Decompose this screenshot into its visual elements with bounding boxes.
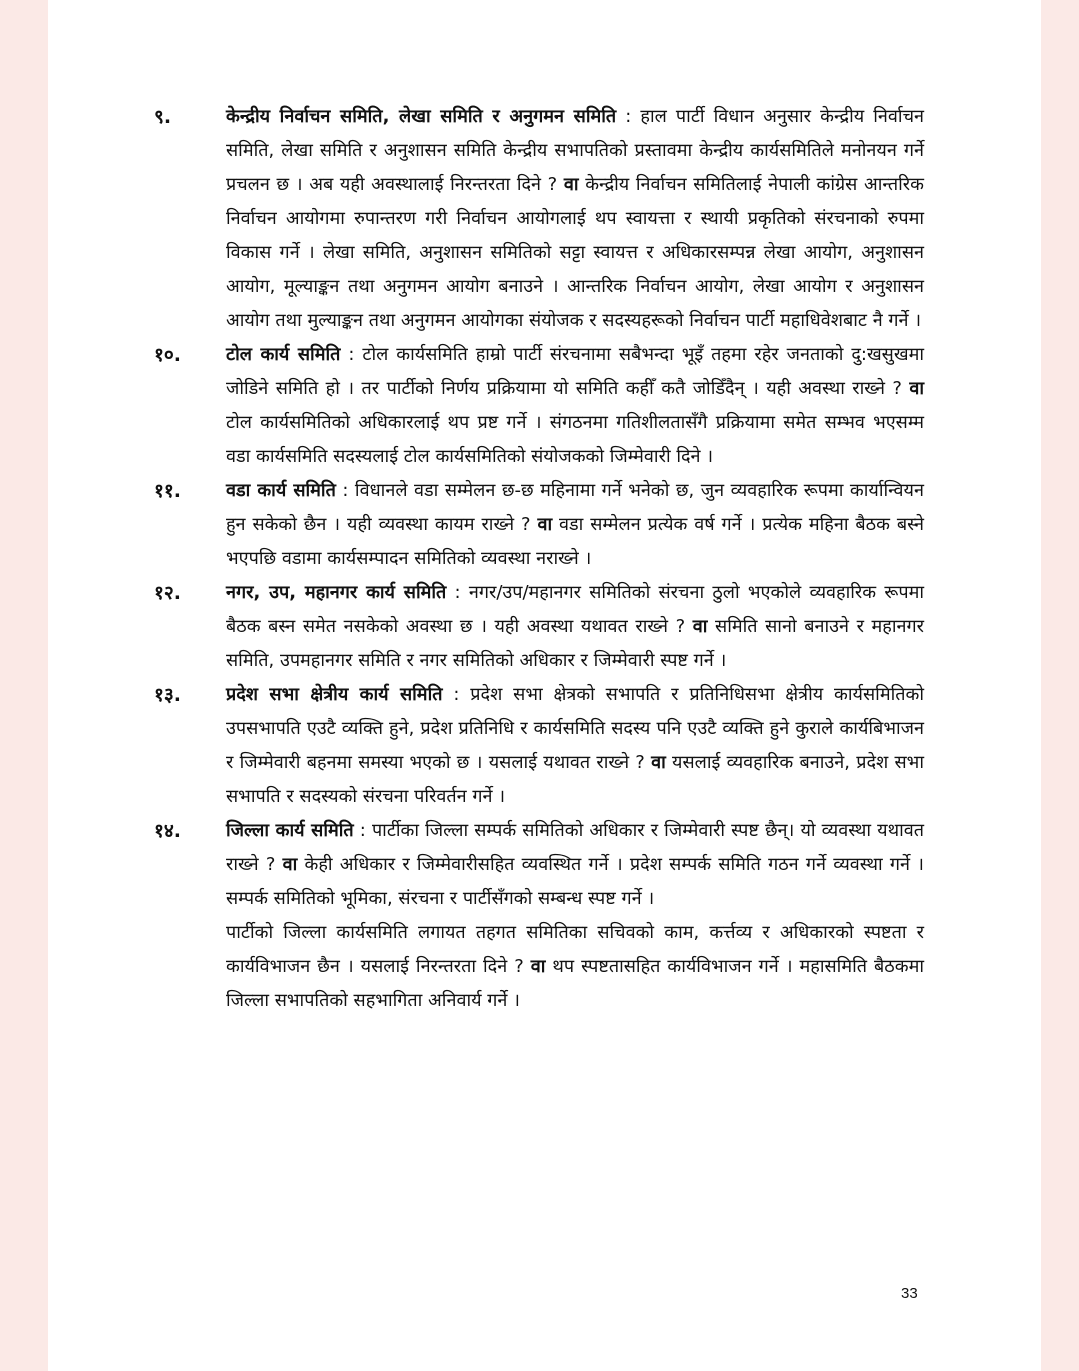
heading-separator: :: [446, 582, 469, 603]
section-text-continued: समिति सानो बनाउने र महानगर समिति, उपमहानगर समिति र नगर समितिको अधिकार र जिम्मेवारी स्पष्ट गर्ने ।: [226, 616, 924, 671]
section-text: प्रदेश सभा क्षेत्रको सभापति र प्रतिनिधिसभा क्षेत्रीय कार्यसमितिको उपसभापति एउटै व्यक्ति हुने, प्रदेश प्रतिनिधि र कार्यसमिति सदस्य पनि एउटै व्यक्ति हुने कुराले कार्यबिभाजन र जिम्मेवारी बहनमा समस्या भएको छ । यसलाई यथावत राख्ने ?: [226, 684, 924, 773]
section-9: [154, 100, 924, 338]
alternative-marker: वा: [282, 854, 298, 875]
section-body: [226, 338, 924, 474]
section-heading: प्रदेश सभा क्षेत्रीय कार्य समिति: [226, 684, 443, 705]
section-text: विधानले वडा सम्मेलन छ-छ महिनामा गर्ने भनेको छ, जुन व्यवहारिक रूपमा कार्यान्वियन हुन सकेको छैन । यही व्यवस्था कायम राख्ने ?: [226, 480, 924, 535]
alternative-marker: वा: [537, 514, 553, 535]
section-number: १०.: [154, 344, 181, 366]
paragraph-text: पार्टीको जिल्ला कार्यसमिति लगायत तहगत समितिका सचिवको काम, कर्त्तव्य र अधिकारको स्पष्टता र कार्यविभाजन छैन । यसलाई निरन्तरता दिने ?: [226, 922, 924, 977]
heading-separator: :: [335, 480, 355, 501]
section-10: [154, 338, 924, 474]
heading-separator: :: [353, 820, 372, 841]
section-text-continued: केही अधिकार र जिम्मेवारीसहित व्यवस्थित गर्ने । प्रदेश सम्पर्क समिति गठन गर्ने व्यवस्था गर्ने । सम्पर्क समितिको भूमिका, संरचना र पार्टीसँगको सम्बन्ध स्पष्ट गर्ने ।: [226, 854, 924, 909]
section-13: [154, 678, 924, 814]
section-14: [154, 814, 924, 916]
section-heading: केन्द्रीय निर्वाचन समिति, लेखा समिति र अनुगमन समिति: [226, 106, 617, 127]
section-number: १४.: [154, 820, 181, 842]
section-heading: जिल्ला कार्य समिति: [226, 820, 354, 841]
document-page: [48, 0, 1041, 1371]
section-text-continued: केन्द्रीय निर्वाचन समितिलाई नेपाली कांग्रेस आन्तरिक निर्वाचन आयोगमा रुपान्तरण गरी निर्वाचन आयोगलाई थप स्वायत्ता र स्थायी प्रकृतिको संरचनाको रुपमा विकास गर्ने । लेखा समिति, अनुशासन समितिको सट्टा स्वायत्त र अधिकारसम्पन्न लेखा आयोग, अनुशासन आयोग, मूल्याङ्कन तथा अनुगमन आयोग बनाउने । आन्तरिक निर्वाचन आयोग, लेखा आयोग र अनुशासन आयोग तथा मुल्याङ्कन तथा अनुगमन आयोगका संयोजक र सदस्यहरूको निर्वाचन पार्टी महाधिवेशबाट नै गर्ने ।: [226, 174, 924, 331]
section-body: [226, 576, 924, 678]
alternative-marker: वा: [651, 752, 666, 773]
section-body: [226, 678, 924, 814]
section-heading: नगर, उप, महानगर कार्य समिति: [226, 582, 447, 603]
section-text-continued: यसलाई व्यवहारिक बनाउने, प्रदेश सभा सभापति र सदस्यको संरचना परिवर्तन गर्ने ।: [226, 752, 924, 807]
alternative-marker: वा: [909, 378, 924, 399]
section-12: [154, 576, 924, 678]
section-number: १३.: [154, 684, 181, 706]
section-text: हाल पार्टी विधान अनुसार केन्द्रीय निर्वाचन समिति, लेखा समिति र अनुशासन समिति केन्द्रीय सभापतिको प्रस्तावमा केन्द्रीय कार्यसमितिले मनोनयन गर्ने प्रचलन छ । अब यही अवस्थालाई निरन्तरता दिने ?: [226, 106, 925, 195]
section-text-continued: वडा सम्मेलन प्रत्येक वर्ष गर्ने । प्रत्येक महिना बैठक बस्ने भएपछि वडामा कार्यसम्पादन समितिको व्यवस्था नराख्ने ।: [226, 514, 924, 569]
section-body: [226, 100, 924, 338]
section-body: [226, 814, 924, 916]
section-body: [226, 474, 924, 576]
heading-separator: :: [616, 106, 641, 127]
section-text: पार्टीका जिल्ला सम्पर्क समितिको अधिकार र जिम्मेवारी स्पष्ट छैन्। यो व्यवस्था यथावत राख्ने ?: [226, 820, 924, 875]
section-number: ११.: [154, 480, 181, 502]
heading-separator: :: [442, 684, 471, 705]
heading-separator: :: [340, 344, 363, 365]
alternative-marker: वा: [530, 956, 546, 977]
section-text-continued: टोल कार्यसमितिको अधिकारलाई थप प्रष्ट गर्ने । संगठनमा गतिशीलतासँगै प्रक्रियामा समेत सम्भव भएसम्म वडा कार्यसमिति सदस्यलाई टोल कार्यसमितिको संयोजकको जिम्मेवारी दिने ।: [226, 412, 924, 467]
section-text: नगर/उप/महानगर समितिको संरचना ठुलो भएकोले व्यवहारिक रूपमा बैठक बस्न समेत नसकेको अवस्था छ । यही अवस्था यथावत राख्ने ?: [226, 582, 924, 637]
section-number: १२.: [154, 582, 181, 604]
section-heading: वडा कार्य समिति: [226, 480, 336, 501]
section-text: टोल कार्यसमिति हाम्रो पार्टी संरचनामा सबैभन्दा भूइँ तहमा रहेर जनताको दु:खसुखमा जोडिने समिति हो । तर पार्टीको निर्णय प्रक्रियामा यो समिति कहीँ कतै जोडिँदैन् । यही अवस्था राख्ने ?: [226, 344, 924, 399]
page-content: [154, 100, 924, 1018]
alternative-marker: वा: [692, 616, 708, 637]
page-number: 33: [901, 1285, 918, 1302]
alternative-marker: वा: [563, 174, 579, 195]
section-heading: टोल कार्य समिति: [226, 344, 341, 365]
section-14-paragraph-2: [226, 916, 924, 1018]
paragraph-text-continued: थप स्पष्टतासहित कार्यविभाजन गर्ने । महासमिति बैठकमा जिल्ला सभापतिको सहभागिता अनिवार्य गर्ने ।: [226, 956, 924, 1011]
section-11: [154, 474, 924, 576]
section-number: ९.: [154, 106, 172, 128]
